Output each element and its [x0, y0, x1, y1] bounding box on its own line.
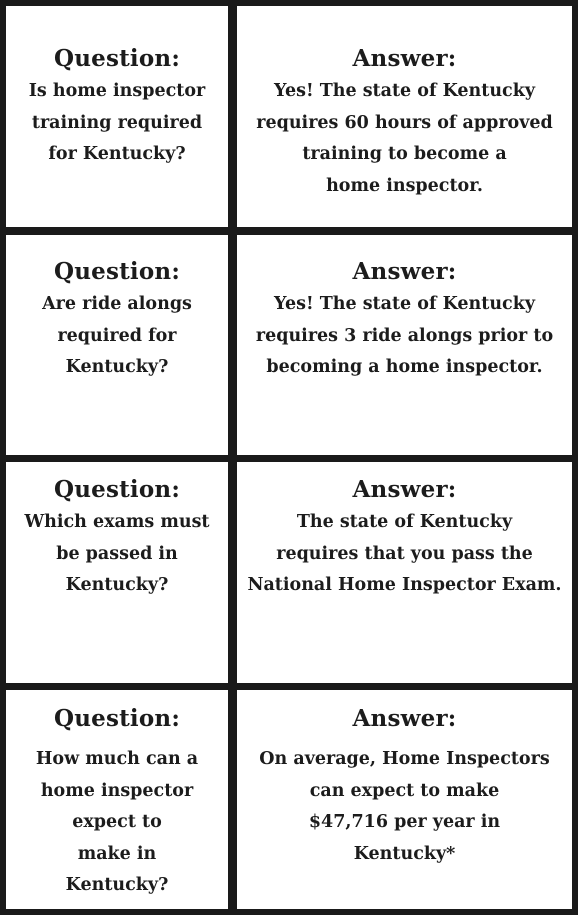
question-heading: Question: — [53, 258, 181, 285]
question-heading: Question: — [53, 45, 181, 72]
question-card-4 — [6, 690, 228, 909]
question-card-2 — [6, 235, 228, 455]
answer-card-2 — [237, 235, 572, 455]
question-text: Is home inspector training required for Kentucky? — [28, 81, 206, 164]
answer-heading: Answer: — [352, 258, 457, 285]
answer-text: Yes! The state of Kentucky requires 60 hours of approved training to become a home inspector. — [256, 81, 553, 196]
answer-heading: Answer: — [352, 45, 457, 72]
answer-heading: Answer: — [352, 476, 457, 503]
question-heading: Question: — [53, 476, 181, 503]
question-text: Which exams must be passed in Kentucky? — [24, 512, 210, 595]
answer-text: Yes! The state of Kentucky requires 3 ride alongs prior to becoming a home inspector. — [255, 294, 554, 377]
question-text: How much can a home inspector expect to make in Kentucky? — [35, 749, 199, 895]
question-card-1 — [6, 6, 228, 227]
question-card-3 — [6, 462, 228, 683]
answer-text: On average, Home Inspectors can expect to make $47,716 per year in Kentucky* — [259, 749, 550, 864]
answer-card-4 — [237, 690, 572, 909]
question-heading: Question: — [53, 705, 181, 732]
answer-card-3 — [237, 462, 572, 683]
answer-card-1 — [237, 6, 572, 227]
answer-heading: Answer: — [352, 705, 457, 732]
answer-text: The state of Kentucky requires that you pass the National Home Inspector Exam. — [247, 512, 562, 595]
question-text: Are ride alongs required for Kentucky? — [42, 294, 192, 377]
